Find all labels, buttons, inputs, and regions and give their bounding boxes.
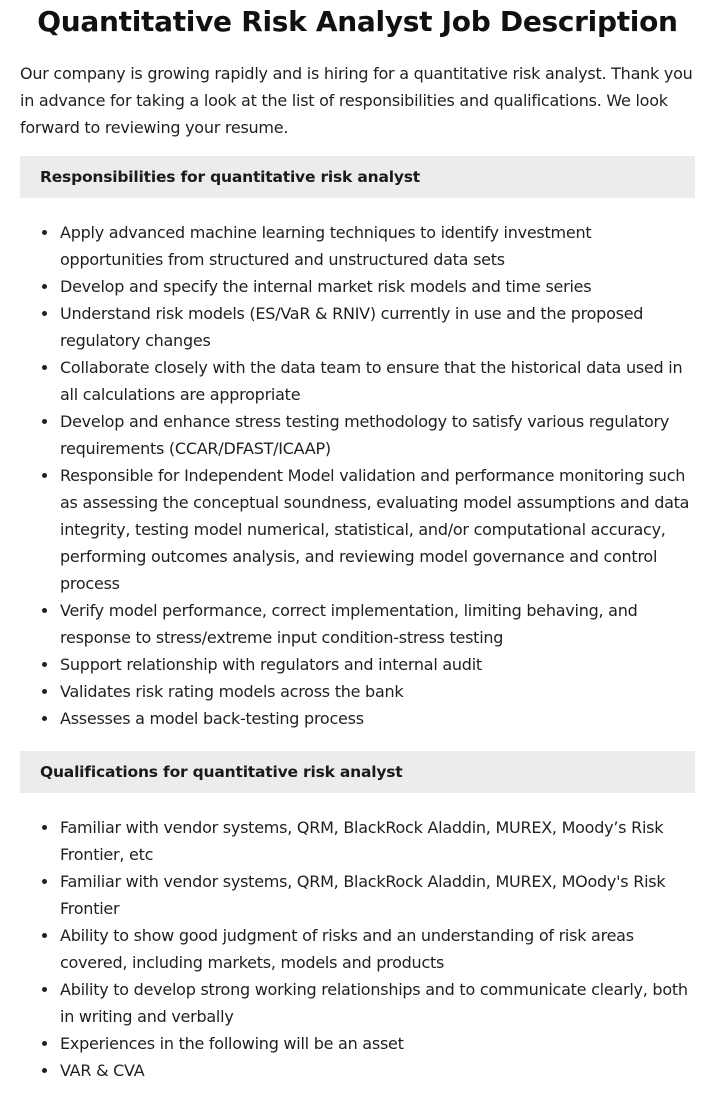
qualifications-heading: Qualifications for quantitative risk analyst	[40, 763, 403, 781]
list-item: Develop and specify the internal market risk models and time series	[20, 273, 695, 300]
list-item: Understand risk models (ES/VaR & RNIV) currently in use and the proposed regulatory changes	[20, 300, 695, 354]
qualifications-list	[20, 814, 695, 1084]
page-title: Quantitative Risk Analyst Job Description	[37, 5, 678, 38]
list-item: Ability to develop strong working relationships and to communicate clearly, both in writing and verbally	[20, 976, 695, 1030]
list-item: Develop and enhance stress testing methodology to satisfy various regulatory requirements (CCAR/DFAST/ICAAP)	[20, 408, 695, 462]
responsibilities-list	[20, 219, 695, 732]
intro-paragraph: Our company is growing rapidly and is hiring for a quantitative risk analyst. Thank you in advance for taking a look at the list of responsibilities and qualifications. We look forward to reviewing your resume.	[20, 64, 693, 137]
list-item: Ability to show good judgment of risks and an understanding of risk areas covered, including markets, models and products	[20, 922, 695, 976]
list-item: Verify model performance, correct implementation, limiting behaving, and response to stress/extreme input condition-stress testing	[20, 597, 695, 651]
list-item: VAR & CVA	[20, 1057, 695, 1084]
responsibilities-header	[20, 156, 695, 198]
list-item: Validates risk rating models across the bank	[20, 678, 695, 705]
qualifications-header	[20, 751, 695, 793]
list-item: Experiences in the following will be an asset	[20, 1030, 695, 1057]
list-item: Familiar with vendor systems, QRM, BlackRock Aladdin, MUREX, Moody’s Risk Frontier, etc	[20, 814, 695, 868]
responsibilities-heading: Responsibilities for quantitative risk analyst	[40, 168, 420, 186]
list-item: Assesses a model back-testing process	[20, 705, 695, 732]
list-item: Collaborate closely with the data team to ensure that the historical data used in all calculations are appropriate	[20, 354, 695, 408]
list-item: Responsible for Independent Model validation and performance monitoring such as assessing the conceptual soundness, evaluating model assumptions and data integrity, testing model numerical, statistical, and/or computational accuracy, performing outcomes analysis, and reviewing model governance and control process	[20, 462, 695, 597]
list-item: Support relationship with regulators and internal audit	[20, 651, 695, 678]
list-item: Familiar with vendor systems, QRM, BlackRock Aladdin, MUREX, MOody's Risk Frontier	[20, 868, 695, 922]
list-item: Apply advanced machine learning techniques to identify investment opportunities from structured and unstructured data sets	[20, 219, 695, 273]
